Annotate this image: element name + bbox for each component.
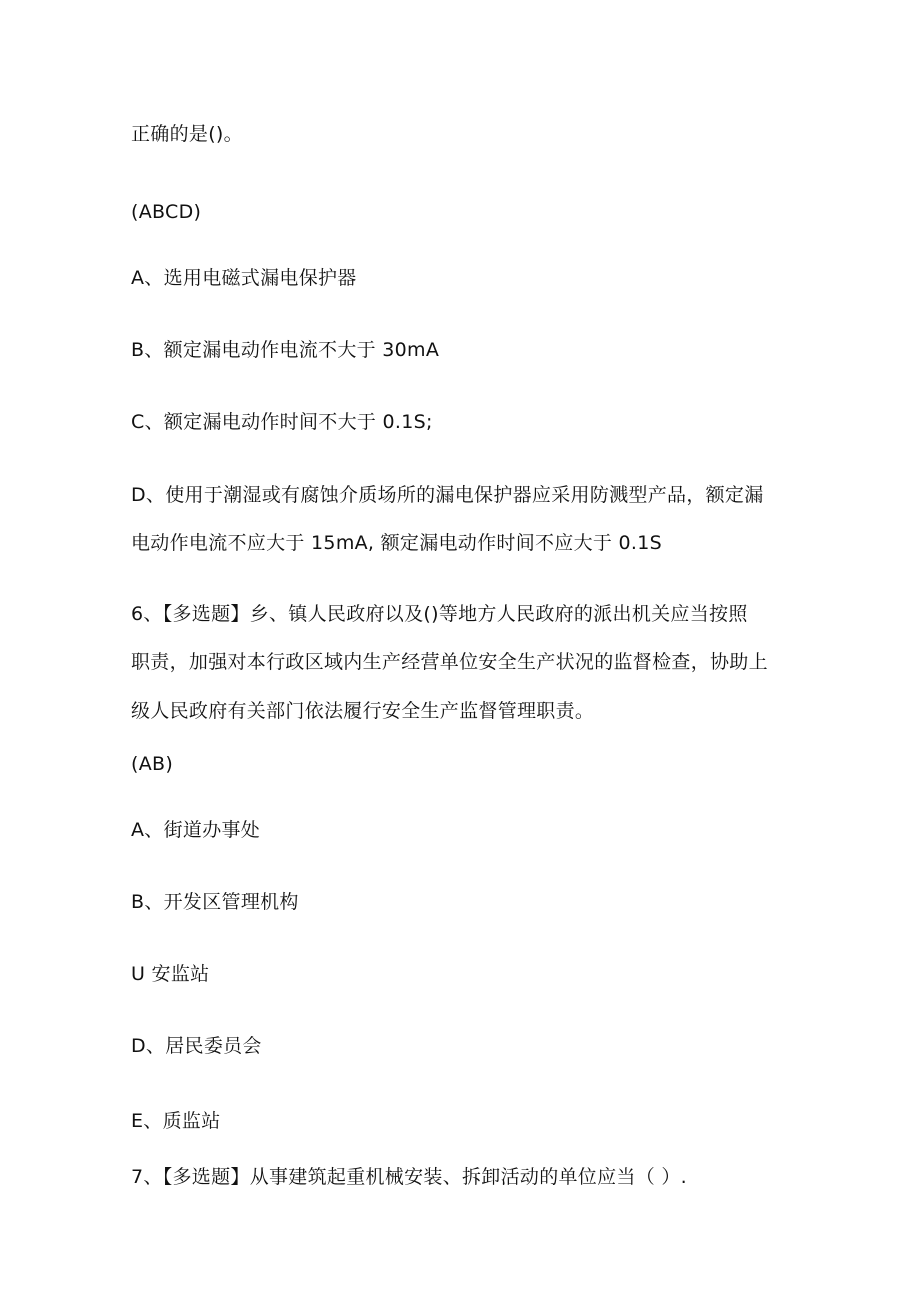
question-6-option-c: U 安监站 bbox=[131, 963, 210, 985]
question-5-option-a: A、选用电磁式漏电保护器 bbox=[131, 267, 357, 289]
question-5-option-c: C、额定漏电动作时间不大于 0.1S; bbox=[131, 411, 433, 433]
question-5-answer: (ABCD) bbox=[131, 201, 202, 223]
question-6-option-d: D、居民委员会 bbox=[131, 1035, 262, 1057]
question-6-stem-line-3: 级人民政府有关部门依法履行安全生产监督管理职责。 bbox=[131, 700, 595, 722]
question-6-option-a: A、街道办事处 bbox=[131, 819, 261, 841]
question-6-option-b: B、开发区管理机构 bbox=[131, 891, 299, 913]
question-7-stem: 7、【多选题】从事建筑起重机械安装、拆卸活动的单位应当（ ）. bbox=[131, 1166, 687, 1188]
question-5-option-d-line-2: 电动作电流不应大于 15mA, 额定漏电动作时间不应大于 0.1S bbox=[131, 532, 663, 554]
question-6-answer: (AB) bbox=[131, 753, 174, 775]
question-5-stem-end: 正确的是()。 bbox=[131, 123, 243, 145]
question-6-stem-line-1: 6、【多选题】乡、镇人民政府以及()等地方人民政府的派出机关应当按照 bbox=[131, 603, 748, 625]
question-5-option-d-line-1: D、使用于潮湿或有腐蚀介质场所的漏电保护器应采用防溅型产品，额定漏 bbox=[131, 484, 764, 506]
question-5-option-b: B、额定漏电动作电流不大于 30mA bbox=[131, 339, 440, 361]
question-6-stem-line-2: 职责，加强对本行政区域内生产经营单位安全生产状况的监督检查，协助上 bbox=[131, 651, 768, 673]
question-6-option-e: E、质监站 bbox=[131, 1110, 221, 1132]
